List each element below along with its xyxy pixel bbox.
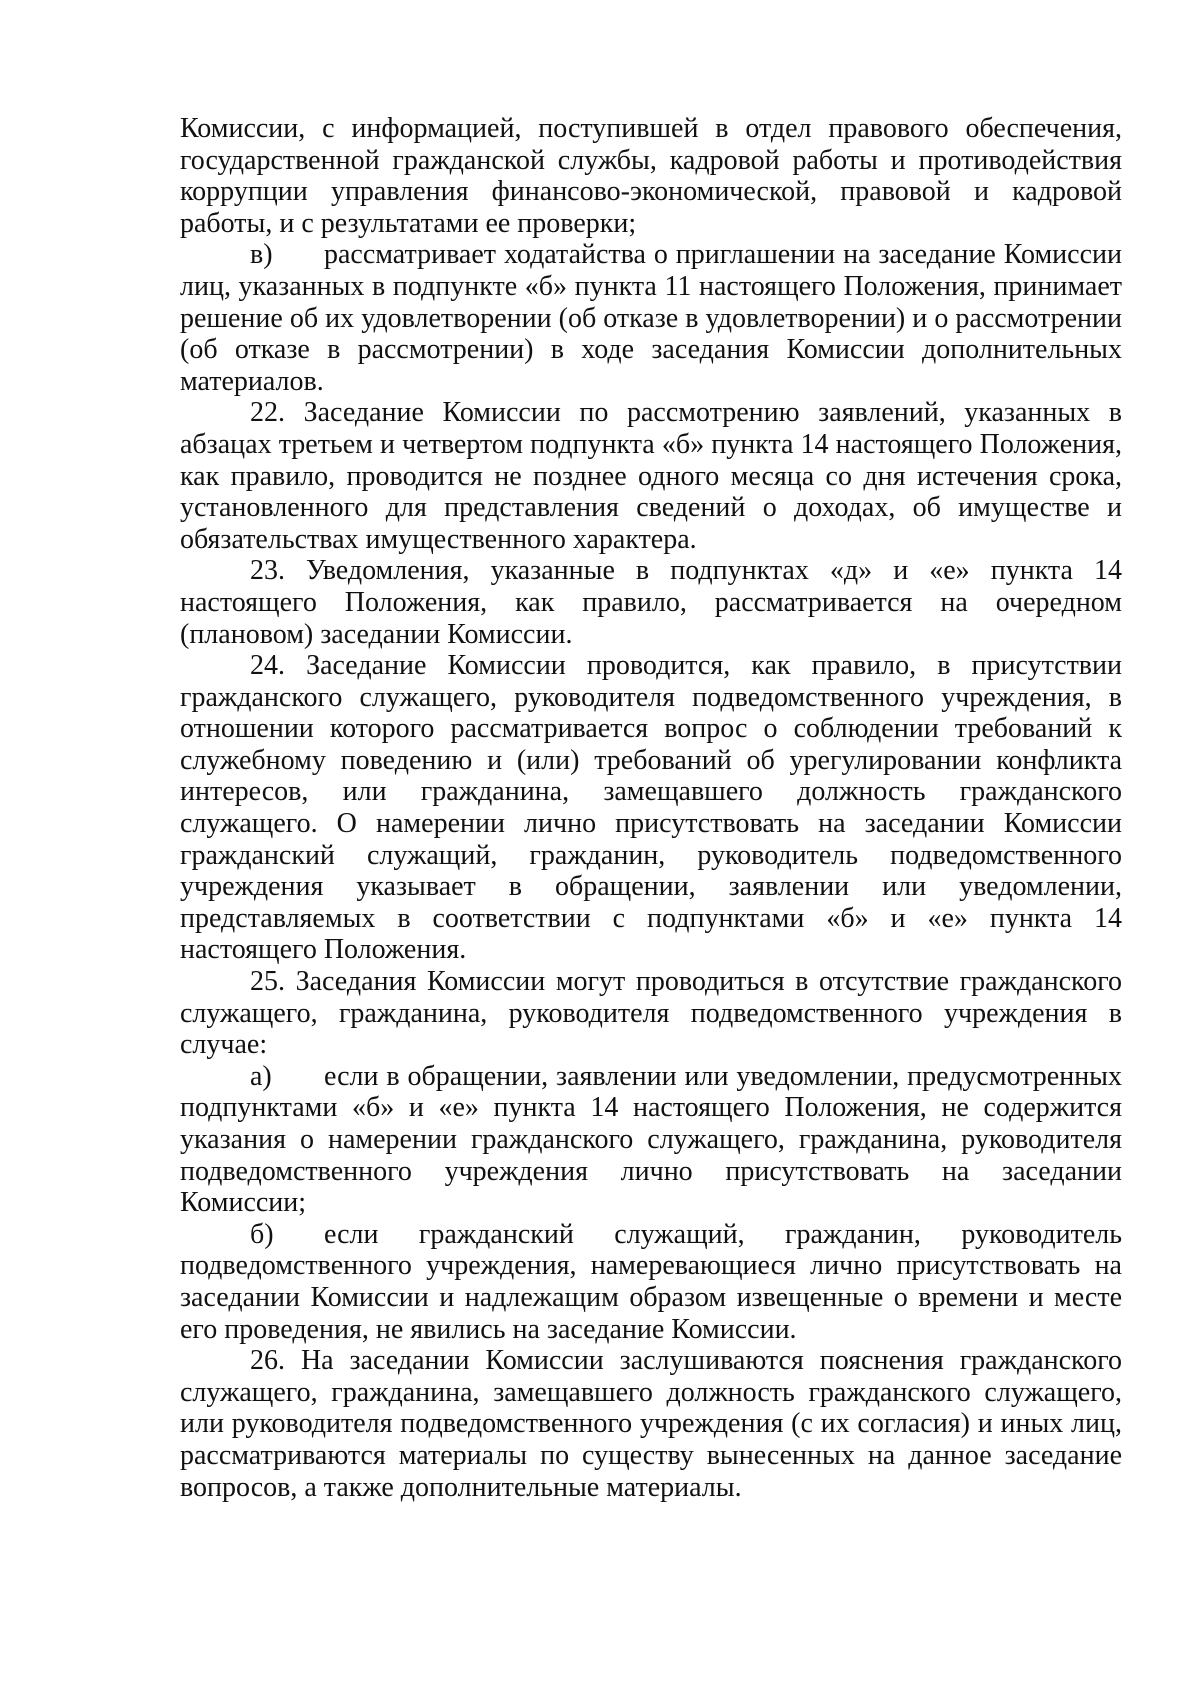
paragraph-26 bbox=[180, 1345, 1122, 1503]
paragraph-25 bbox=[180, 966, 1122, 1061]
paragraph-text: 23. Уведомления, указанные в подпунктах «д» и «е» пункта 14 настоящего Положения, как правило, рассматривается на очередном (плановом) заседании Комиссии. bbox=[180, 555, 1122, 650]
paragraph-text: 25. Заседания Комиссии могут проводиться в отсутствие гражданского служащего, гражданина, руководителя подведомственного учреждения в случае: bbox=[180, 966, 1122, 1061]
subitem-v bbox=[180, 239, 1122, 397]
paragraph-22 bbox=[180, 397, 1122, 555]
paragraph-text: Комиссии, с информацией, поступившей в отдел правового обеспечения, государственной гражданской службы, кадровой работы и противодействия коррупции управления финансово-экономической, правовой и кадровой работы, и с результатами ее проверки; bbox=[180, 113, 1122, 239]
subitem-text: рассматривает ходатайства о приглашении на заседание Комиссии лиц, указанных в подпункте «б» пункта 11 настоящего Положения, принимает решение об их удовлетворении (об отказе в удовлетворении) и о рассмотрении (об отказе в рассмотрении) в ходе заседания Комиссии дополнительных материалов. bbox=[180, 239, 1122, 397]
paragraph-23 bbox=[180, 555, 1122, 650]
paragraph-24 bbox=[180, 650, 1122, 966]
document-body bbox=[180, 113, 1122, 1503]
subitem-marker: б) bbox=[250, 1218, 274, 1250]
paragraph-text: 22. Заседание Комиссии по рассмотрению заявлений, указанных в абзацах третьем и четвертом подпункта «б» пункта 14 настоящего Положения, как правило, проводится не позднее одного месяца со дня истечения срока, установленного для представления сведений о доходах, об имуществе и обязательствах имущественного характера. bbox=[180, 397, 1122, 555]
subitem-text: если гражданский служащий, гражданин, руководитель подведомственного учреждения, намеревающиеся лично присутствовать на заседании Комиссии и надлежащим образом извещенные о времени и месте его проведения, не явились на заседание Комиссии. bbox=[180, 1218, 1122, 1345]
paragraph-text: 24. Заседание Комиссии проводится, как правило, в присутствии гражданского служащего, руководителя подведомственного учреждения, в отношении которого рассматривается вопрос о соблюдении требований к служебному поведению и (или) требований об урегулировании конфликта интересов, или гражданина, замещавшего должность гражданского служащего. О намерении лично присутствовать на заседании Комиссии гражданский служащий, гражданин, руководитель подведомственного учреждения указывает в обращении, заявлении или уведомлении, представляемых в соответствии с подпунктами «б» и «е» пункта 14 настоящего Положения. bbox=[180, 650, 1122, 966]
subitem-a bbox=[180, 1061, 1122, 1219]
paragraph-continuation bbox=[180, 113, 1122, 239]
paragraph-text: 26. На заседании Комиссии заслушиваются пояснения гражданского служащего, гражданина, замещавшего должность гражданского служащего, или руководителя подведомственного учреждения (с их согласия) и иных лиц, рассматриваются материалы по существу вынесенных на данное заседание вопросов, а также дополнительные материалы. bbox=[180, 1345, 1122, 1503]
subitem-b bbox=[180, 1219, 1122, 1345]
subitem-text: если в обращении, заявлении или уведомлении, предусмотренных подпунктами «б» и «е» пункта 14 настоящего Положения, не содержится указания о намерении гражданского служащего, гражданина, руководителя подведомственного учреждения лично присутствовать на заседании Комиссии; bbox=[180, 1060, 1122, 1219]
subitem-marker: в) bbox=[250, 239, 273, 271]
subitem-marker: а) bbox=[250, 1060, 272, 1092]
